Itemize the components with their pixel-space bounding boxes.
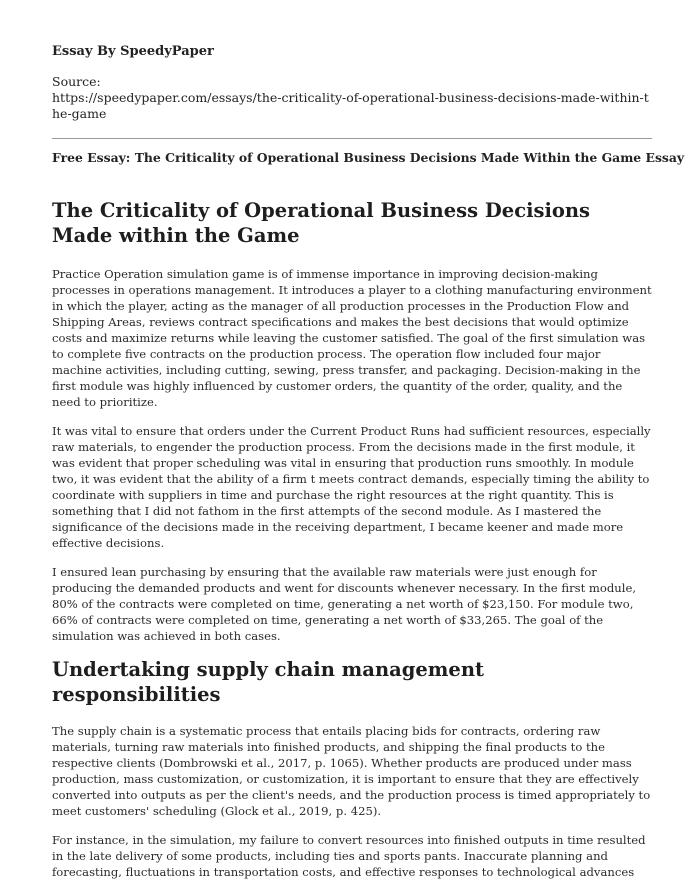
essay-subtitle: Free Essay: The Criticality of Operational Business Decisions Made Within the Game Essay xyxy=(52,150,685,165)
header-divider xyxy=(52,138,652,139)
section-paragraph: The supply chain is a systematic process that entails placing bids for contracts, ordering raw materials, turning raw materials into finished products, and shipping the final products to the respective clients (Dombrowski et al., 2017, p. 1065). Whether products are produced under mass production, mass customization, or customization, it is important to ensure that they are effectively converted into outputs as per the client's needs, and the production process is timed appropriately to meet customers' scheduling (Glock et al., 2019, p. 425). xyxy=(52,724,651,818)
essay-brand: Essay By SpeedyPaper xyxy=(52,44,214,59)
section-paragraph: For instance, in the simulation, my failure to convert resources into finished outputs in time resulted in the late delivery of some products, including ties and sports pants. Inaccurate planning and forecasting, fluctuations in transportation costs, and effective responses to technological advances xyxy=(52,833,646,879)
article-body xyxy=(52,198,652,893)
article-paragraph: I ensured lean purchasing by ensuring that the available raw materials were just enough for producing the demanded products and went for discounts whenever necessary. In the first module, 80% of the contracts were completed on time, generating a net worth of $23,150. For module two, 66% of contracts were completed on time, generating a net worth of $33,265. The goal of the simulation was achieved in both cases. xyxy=(52,565,637,643)
article-paragraph: It was vital to ensure that orders under the Current Product Runs had sufficient resources, especially raw materials, to engender the production process. From the decisions made in the first module, it was evident that proper scheduling was vital in ensuring that production runs smoothly. In module two, it was evident that the ability of a firm t meets contract demands, especially timing the ability to coordinate with suppliers in time and purchase the right resources at the right quantity. This is something that I did not fathom in the first attempts of the second module. As I mastered the significance of the decisions made in the receiving department, I became keener and made more effective decisions. xyxy=(52,424,651,550)
section-heading: Undertaking supply chain management responsibilities xyxy=(52,658,485,706)
article-paragraph: Practice Operation simulation game is of immense importance in improving decision-making processes in operations management. It introduces a player to a clothing manufacturing environment in which the player, acting as the manager of all production processes in the Production Flow and Shipping Areas, reviews contract specifications and makes the best decisions that would optimize costs and maximize returns while leaving the customer satisfied. The goal of the first simulation was to complete five contracts on the production process. The operation flow included four major machine activities, including cutting, sewing, press transfer, and packaging. Decision-making in the first module was highly influenced by customer orders, the quantity of the order, quality, and the need to prioritize. xyxy=(52,267,652,409)
article-title: The Criticality of Operational Business Decisions Made within the Game xyxy=(52,199,591,247)
source-url[interactable]: https://speedypaper.com/essays/the-criticality-of-operational-business-decisions-made-within-the-game xyxy=(52,90,649,121)
source-label: Source: xyxy=(52,74,101,89)
